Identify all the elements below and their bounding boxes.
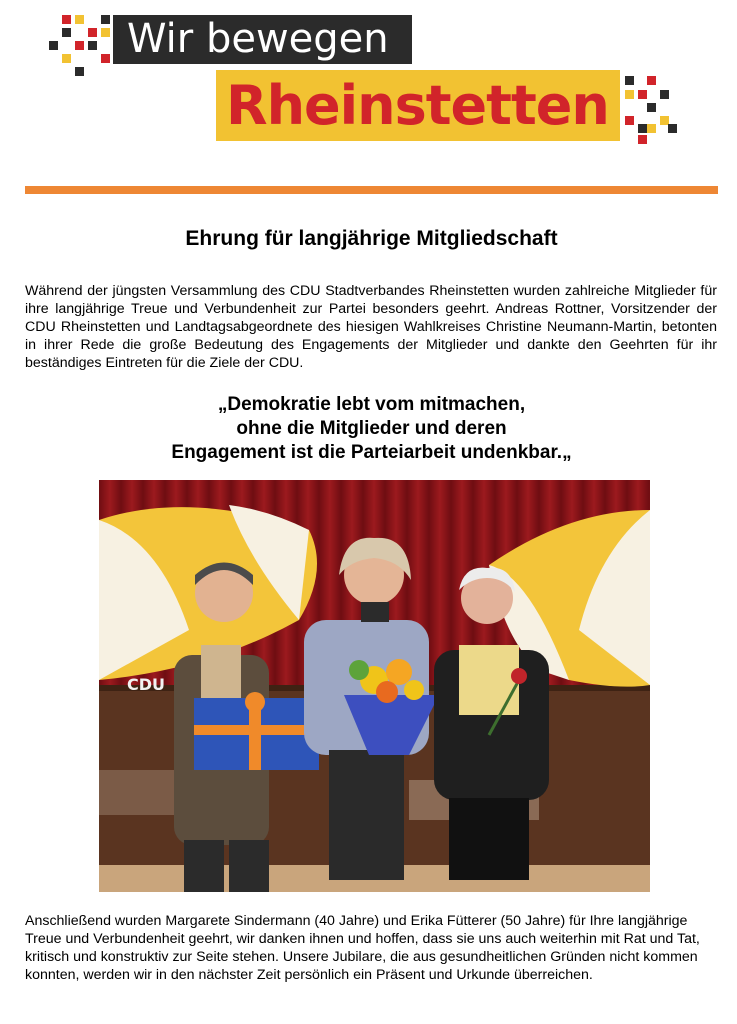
gift-box xyxy=(194,692,319,770)
quote-line: Engagement ist die Parteiarbeit undenkbar.„ xyxy=(171,442,572,463)
umbrella-logo: CDU xyxy=(127,675,166,694)
article-quote xyxy=(25,393,718,465)
event-photo xyxy=(99,480,650,892)
quote-line: „Demokratie lebt vom mitmachen, xyxy=(217,394,526,415)
article-title: Ehrung für langjährige Mitgliedschaft xyxy=(185,227,558,250)
logo-line-2: Rheinstetten xyxy=(216,70,620,141)
header-logo xyxy=(0,0,737,160)
article-outro: Anschließend wurden Margarete Sindermann (40 Jahre) und Erika Fütterer (50 Jahre) für Ihre langjährige Treue und Verbundenheit geehrt, wir danken ihnen und hoffen, dass sie uns auch weiterhin mit Rat und Tat, kritisch und konstruktiv zur Seite stehen. Unsere Jubilare, die aus gesundheitlichen Gründen nicht kommen konnten, werden wir in den nächster Zeit persönlich ein Präsent und Urkunde überreichen. xyxy=(25,913,700,983)
quote-line: ohne die Mitglieder und deren xyxy=(236,418,507,439)
article-intro: Während der jüngsten Versammlung des CDU Stadtverbandes Rheinstetten wurden zahlreiche Mitglieder für ihre langjährige Treue und Verbundenheit zur Partei besonders geehrt. Andreas Rottner, Vorsitzender der CDU Rheinstetten und Landtagsabgeordnete des hiesigen Wahlkreises Christine Neumann-Martin, betonten in ihrer Rede die große Bedeutung des Engagements der Mitglieder und dankte den Geehrten für ihr beständiges Eintreten für die Ziele der CDU. xyxy=(25,283,717,371)
photo-illustration xyxy=(99,480,650,892)
logo-line-1: Wir bewegen xyxy=(113,15,412,64)
orange-divider xyxy=(25,186,718,194)
